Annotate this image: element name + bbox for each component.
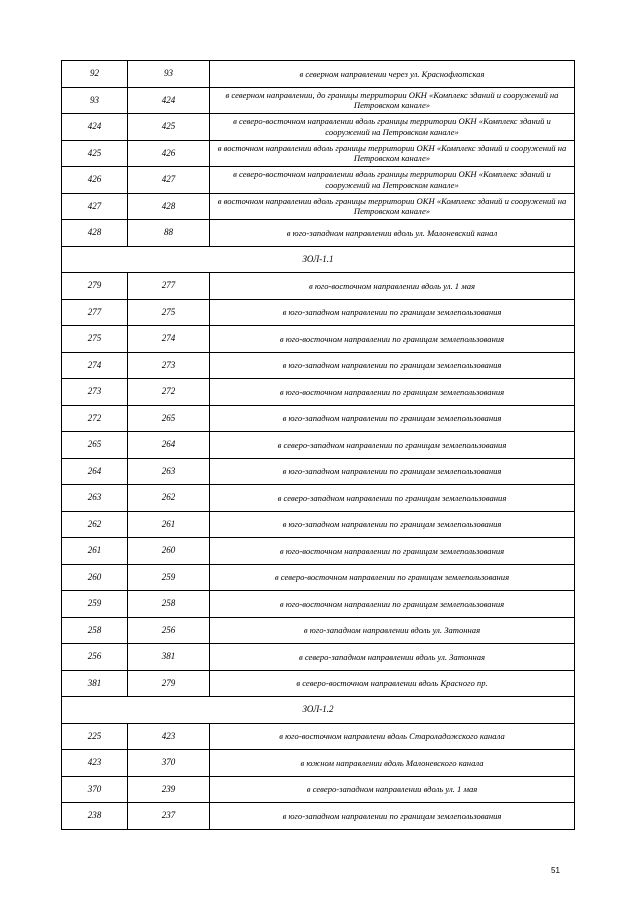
direction-description-cell: в северо-западном направлении вдоль ул. Затонная — [210, 644, 575, 671]
table-row — [62, 61, 575, 88]
table-row — [62, 776, 575, 803]
table-row — [62, 803, 575, 830]
direction-description-cell: в северо-восточном направлении вдоль Красного пр. — [210, 670, 575, 697]
point-to-cell: 272 — [128, 379, 210, 406]
table-row — [62, 644, 575, 671]
direction-description-cell: в северо-западном направлении вдоль ул. 1 мая — [210, 776, 575, 803]
table-row — [62, 379, 575, 406]
direction-description-cell: в южном направлении вдоль Малоневского канала — [210, 750, 575, 777]
table-row — [62, 458, 575, 485]
direction-description-cell: в юго-восточном направлении по границам землепользования — [210, 326, 575, 353]
point-to-cell: 93 — [128, 61, 210, 88]
point-to-cell: 260 — [128, 538, 210, 565]
table-row — [62, 167, 575, 194]
point-to-cell: 274 — [128, 326, 210, 353]
direction-description-cell: в северо-западном направлении по границам землепользования — [210, 485, 575, 512]
direction-description-cell: в юго-восточном направлении по границам землепользования — [210, 591, 575, 618]
point-to-cell: 427 — [128, 167, 210, 194]
point-from-cell: 424 — [62, 114, 128, 141]
point-to-cell: 381 — [128, 644, 210, 671]
table-row — [62, 193, 575, 220]
table-row — [62, 87, 575, 114]
direction-description-cell: в юго-восточном направлении по границам землепользования — [210, 538, 575, 565]
point-from-cell: 277 — [62, 299, 128, 326]
section-header-row — [62, 246, 575, 273]
table-row — [62, 140, 575, 167]
point-from-cell: 262 — [62, 511, 128, 538]
point-from-cell: 93 — [62, 87, 128, 114]
point-to-cell: 428 — [128, 193, 210, 220]
point-to-cell: 265 — [128, 405, 210, 432]
direction-description-cell: в восточном направлении вдоль границы территории ОКН «Комплекс зданий и сооружений на Петровском канале» — [210, 140, 575, 167]
section-header-row — [62, 697, 575, 724]
page-number: 51 — [551, 866, 560, 875]
point-from-cell: 381 — [62, 670, 128, 697]
table-row — [62, 591, 575, 618]
table-body — [62, 61, 575, 830]
table-row — [62, 750, 575, 777]
point-to-cell: 88 — [128, 220, 210, 247]
point-from-cell: 273 — [62, 379, 128, 406]
point-from-cell: 370 — [62, 776, 128, 803]
point-to-cell: 424 — [128, 87, 210, 114]
table-row — [62, 220, 575, 247]
direction-description-cell: в северо-восточном направлении по границам землепользования — [210, 564, 575, 591]
point-from-cell: 260 — [62, 564, 128, 591]
table-row — [62, 670, 575, 697]
point-from-cell: 425 — [62, 140, 128, 167]
point-from-cell: 258 — [62, 617, 128, 644]
table-row — [62, 511, 575, 538]
point-from-cell: 428 — [62, 220, 128, 247]
direction-description-cell: в юго-восточном направлении вдоль ул. 1 мая — [210, 273, 575, 300]
point-to-cell: 370 — [128, 750, 210, 777]
table-row — [62, 326, 575, 353]
point-from-cell: 261 — [62, 538, 128, 565]
table-row — [62, 405, 575, 432]
point-to-cell: 259 — [128, 564, 210, 591]
point-to-cell: 426 — [128, 140, 210, 167]
point-to-cell: 279 — [128, 670, 210, 697]
table-row — [62, 114, 575, 141]
direction-description-cell: в юго-западном направлении по границам землепользования — [210, 511, 575, 538]
direction-description-cell: в юго-западном направлении вдоль ул. Малоневский канал — [210, 220, 575, 247]
table-row — [62, 723, 575, 750]
point-to-cell: 425 — [128, 114, 210, 141]
point-to-cell: 256 — [128, 617, 210, 644]
table-row — [62, 538, 575, 565]
point-to-cell: 264 — [128, 432, 210, 459]
direction-description-cell: в юго-восточном направлении по границам землепользования — [210, 379, 575, 406]
direction-description-cell: в северо-восточном направлении вдоль границы территории ОКН «Комплекс зданий и сооружений на Петровском канале» — [210, 167, 575, 194]
point-from-cell: 275 — [62, 326, 128, 353]
point-to-cell: 261 — [128, 511, 210, 538]
direction-description-cell: в северном направлении через ул. Краснофлотская — [210, 61, 575, 88]
direction-description-cell: в юго-западном направлении по границам землепользования — [210, 405, 575, 432]
table-row — [62, 299, 575, 326]
point-from-cell: 426 — [62, 167, 128, 194]
point-from-cell: 225 — [62, 723, 128, 750]
point-from-cell: 263 — [62, 485, 128, 512]
table-row — [62, 352, 575, 379]
point-from-cell: 259 — [62, 591, 128, 618]
direction-description-cell: в юго-западном направлении по границам землепользования — [210, 352, 575, 379]
point-from-cell: 92 — [62, 61, 128, 88]
table-row — [62, 432, 575, 459]
point-to-cell: 277 — [128, 273, 210, 300]
point-to-cell: 275 — [128, 299, 210, 326]
table-row — [62, 273, 575, 300]
boundary-table — [61, 60, 575, 830]
point-from-cell: 279 — [62, 273, 128, 300]
direction-description-cell: в юго-западном направлении по границам землепользования — [210, 803, 575, 830]
direction-description-cell: в юго-западном направлении по границам землепользования — [210, 458, 575, 485]
direction-description-cell: в северо-восточном направлении вдоль границы территории ОКН «Комплекс зданий и сооружений на Петровском канале» — [210, 114, 575, 141]
point-from-cell: 272 — [62, 405, 128, 432]
point-to-cell: 239 — [128, 776, 210, 803]
direction-description-cell: в юго-западном направлении по границам землепользования — [210, 299, 575, 326]
direction-description-cell: в юго-западном направлении вдоль ул. Затонная — [210, 617, 575, 644]
point-from-cell: 264 — [62, 458, 128, 485]
section-label: ЗОЛ-1.2 — [62, 697, 575, 724]
table-row — [62, 617, 575, 644]
table-row — [62, 564, 575, 591]
point-to-cell: 262 — [128, 485, 210, 512]
point-from-cell: 256 — [62, 644, 128, 671]
point-from-cell: 427 — [62, 193, 128, 220]
direction-description-cell: в северном направлении, до границы территории ОКН «Комплекс зданий и сооружений на Петровском канале» — [210, 87, 575, 114]
section-label: ЗОЛ-1.1 — [62, 246, 575, 273]
direction-description-cell: в юго-восточном направлени вдоль Староладожского канала — [210, 723, 575, 750]
direction-description-cell: в северо-западном направлении по границам землепользования — [210, 432, 575, 459]
point-from-cell: 274 — [62, 352, 128, 379]
point-to-cell: 273 — [128, 352, 210, 379]
table-row — [62, 485, 575, 512]
point-from-cell: 265 — [62, 432, 128, 459]
point-to-cell: 237 — [128, 803, 210, 830]
point-from-cell: 238 — [62, 803, 128, 830]
point-to-cell: 258 — [128, 591, 210, 618]
point-to-cell: 263 — [128, 458, 210, 485]
point-from-cell: 423 — [62, 750, 128, 777]
point-to-cell: 423 — [128, 723, 210, 750]
direction-description-cell: в восточном направлении вдоль границы территории ОКН «Комплекс зданий и сооружений на Петровском канале» — [210, 193, 575, 220]
